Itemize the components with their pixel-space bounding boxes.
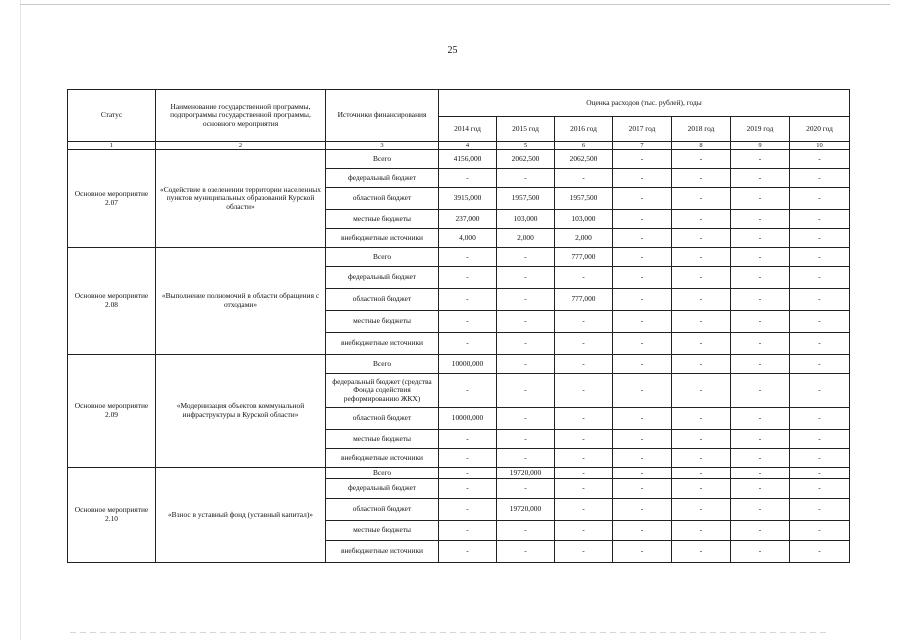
value-cell: 103,000 xyxy=(555,210,613,229)
status-cell: Основное мероприятие 2.08 xyxy=(68,248,156,355)
value-cell: 2062,500 xyxy=(497,150,555,169)
funding-source-cell: внебюджетные источники xyxy=(326,333,439,355)
value-cell: 3915,000 xyxy=(439,188,497,210)
value-cell: - xyxy=(672,468,731,479)
scan-bottom-line xyxy=(70,632,830,633)
value-cell: - xyxy=(672,521,731,541)
value-cell: - xyxy=(439,479,497,499)
value-cell: - xyxy=(555,521,613,541)
header-source: Источники финансирования xyxy=(326,90,439,142)
header-year: 2019 год xyxy=(731,117,790,142)
value-cell: - xyxy=(672,430,731,449)
value-cell: - xyxy=(555,541,613,563)
status-cell: Основное мероприятие 2.09 xyxy=(68,355,156,468)
value-cell: - xyxy=(439,248,497,267)
value-cell: - xyxy=(672,374,731,408)
value-cell: - xyxy=(439,521,497,541)
value-cell: - xyxy=(731,355,790,374)
value-cell: - xyxy=(613,449,672,468)
value-cell: - xyxy=(613,479,672,499)
column-number: 8 xyxy=(672,142,731,150)
value-cell: - xyxy=(790,408,850,430)
value-cell: - xyxy=(555,355,613,374)
column-number: 1 xyxy=(68,142,156,150)
header-name: Наименование государственной программы, подпрограммы государственной программы, основного мероприятия xyxy=(156,90,326,142)
value-cell: - xyxy=(613,541,672,563)
value-cell: - xyxy=(555,468,613,479)
funding-source-cell: внебюджетные источники xyxy=(326,541,439,563)
table-row xyxy=(68,468,850,479)
value-cell: - xyxy=(672,479,731,499)
value-cell: - xyxy=(555,169,613,188)
scan-edge xyxy=(20,0,21,640)
value-cell: - xyxy=(731,248,790,267)
value-cell: - xyxy=(672,248,731,267)
value-cell: - xyxy=(555,333,613,355)
funding-source-cell: Всего xyxy=(326,150,439,169)
value-cell: - xyxy=(731,289,790,311)
table-row xyxy=(68,355,850,374)
value-cell: 10000,000 xyxy=(439,408,497,430)
value-cell: - xyxy=(497,430,555,449)
funding-source-cell: местные бюджеты xyxy=(326,430,439,449)
funding-source-cell: областной бюджет xyxy=(326,499,439,521)
table-row xyxy=(68,248,850,267)
value-cell: - xyxy=(790,188,850,210)
value-cell: - xyxy=(790,541,850,563)
value-cell: - xyxy=(497,248,555,267)
value-cell: - xyxy=(731,408,790,430)
value-cell: - xyxy=(790,150,850,169)
value-cell: - xyxy=(497,289,555,311)
value-cell: - xyxy=(613,430,672,449)
header-row-1 xyxy=(68,90,850,117)
value-cell: - xyxy=(439,449,497,468)
value-cell: - xyxy=(497,479,555,499)
value-cell: - xyxy=(731,430,790,449)
value-cell: 103,000 xyxy=(497,210,555,229)
funding-source-cell: областной бюджет xyxy=(326,408,439,430)
header-estimate: Оценка расходов (тыс. рублей), годы xyxy=(439,90,850,117)
column-number: 9 xyxy=(731,142,790,150)
value-cell: 4156,000 xyxy=(439,150,497,169)
value-cell: - xyxy=(555,267,613,289)
value-cell: - xyxy=(672,333,731,355)
status-cell: Основное мероприятие 2.10 xyxy=(68,468,156,563)
value-cell: - xyxy=(731,449,790,468)
funding-source-cell: федеральный бюджет xyxy=(326,479,439,499)
value-cell: - xyxy=(731,210,790,229)
value-cell: - xyxy=(790,355,850,374)
value-cell: - xyxy=(439,541,497,563)
value-cell: - xyxy=(555,311,613,333)
value-cell: 237,000 xyxy=(439,210,497,229)
table-body xyxy=(68,150,850,563)
value-cell: - xyxy=(672,311,731,333)
value-cell: - xyxy=(790,521,850,541)
value-cell: 2,000 xyxy=(497,229,555,248)
value-cell: - xyxy=(497,449,555,468)
value-cell: - xyxy=(790,479,850,499)
value-cell: - xyxy=(555,499,613,521)
value-cell: - xyxy=(790,248,850,267)
funding-source-cell: внебюджетные источники xyxy=(326,449,439,468)
program-name-cell: «Взнос в уставный фонд (уставный капитал)» xyxy=(156,468,326,563)
value-cell: - xyxy=(555,430,613,449)
page-number: 25 xyxy=(447,45,458,56)
column-number: 6 xyxy=(555,142,613,150)
value-cell: - xyxy=(731,267,790,289)
value-cell: - xyxy=(613,408,672,430)
header-year: 2018 год xyxy=(672,117,731,142)
value-cell: - xyxy=(613,210,672,229)
value-cell: - xyxy=(613,248,672,267)
value-cell: - xyxy=(613,188,672,210)
value-cell: - xyxy=(731,499,790,521)
value-cell: 10000,000 xyxy=(439,355,497,374)
value-cell: - xyxy=(731,311,790,333)
value-cell: - xyxy=(497,541,555,563)
value-cell: - xyxy=(672,267,731,289)
value-cell: 1957,500 xyxy=(497,188,555,210)
column-number: 2 xyxy=(156,142,326,150)
value-cell: - xyxy=(613,333,672,355)
value-cell: 2062,500 xyxy=(555,150,613,169)
value-cell: - xyxy=(613,374,672,408)
value-cell: - xyxy=(439,468,497,479)
value-cell: - xyxy=(613,169,672,188)
value-cell: - xyxy=(613,267,672,289)
value-cell: 1957,500 xyxy=(555,188,613,210)
value-cell: - xyxy=(790,267,850,289)
value-cell: - xyxy=(672,169,731,188)
header-row-numbers xyxy=(68,142,850,150)
value-cell: - xyxy=(672,188,731,210)
funding-source-cell: Всего xyxy=(326,468,439,479)
value-cell: 777,000 xyxy=(555,248,613,267)
value-cell: 2,000 xyxy=(555,229,613,248)
value-cell: 19720,000 xyxy=(497,468,555,479)
value-cell: - xyxy=(613,289,672,311)
value-cell: - xyxy=(613,311,672,333)
column-number: 3 xyxy=(326,142,439,150)
value-cell: - xyxy=(790,333,850,355)
value-cell: - xyxy=(497,267,555,289)
value-cell: - xyxy=(672,408,731,430)
value-cell: - xyxy=(731,169,790,188)
value-cell: - xyxy=(790,430,850,449)
value-cell: - xyxy=(497,355,555,374)
value-cell: 19720,000 xyxy=(497,499,555,521)
value-cell: - xyxy=(731,468,790,479)
program-name-cell: «Содействие в озеленении территории населенных пунктов муниципальных образований Курской области» xyxy=(156,150,326,248)
header-year: 2020 год xyxy=(790,117,850,142)
program-name-cell: «Выполнение полномочий в области обращения с отходами» xyxy=(156,248,326,355)
value-cell: - xyxy=(731,541,790,563)
value-cell: - xyxy=(439,333,497,355)
value-cell: - xyxy=(439,430,497,449)
value-cell: - xyxy=(613,150,672,169)
funding-source-cell: областной бюджет xyxy=(326,188,439,210)
column-number: 5 xyxy=(497,142,555,150)
value-cell: - xyxy=(790,374,850,408)
funding-source-cell: федеральный бюджет (средства Фонда содействия реформированию ЖКХ) xyxy=(326,374,439,408)
value-cell: - xyxy=(731,188,790,210)
value-cell: - xyxy=(731,521,790,541)
value-cell: - xyxy=(790,449,850,468)
value-cell: - xyxy=(555,479,613,499)
value-cell: - xyxy=(731,229,790,248)
funding-source-cell: местные бюджеты xyxy=(326,521,439,541)
value-cell: - xyxy=(497,408,555,430)
value-cell: - xyxy=(672,499,731,521)
value-cell: - xyxy=(439,311,497,333)
value-cell: - xyxy=(790,311,850,333)
value-cell: - xyxy=(555,374,613,408)
value-cell: - xyxy=(439,267,497,289)
value-cell: - xyxy=(672,355,731,374)
status-cell: Основное мероприятие 2.07 xyxy=(68,150,156,248)
value-cell: - xyxy=(672,541,731,563)
value-cell: - xyxy=(497,333,555,355)
value-cell: - xyxy=(555,449,613,468)
header-status: Статус xyxy=(68,90,156,142)
funding-source-cell: федеральный бюджет xyxy=(326,267,439,289)
value-cell: - xyxy=(790,499,850,521)
program-name-cell: «Модернизация объектов коммунальной инфраструктуры в Курской области» xyxy=(156,355,326,468)
value-cell: - xyxy=(790,289,850,311)
column-number: 7 xyxy=(613,142,672,150)
value-cell: - xyxy=(613,355,672,374)
value-cell: - xyxy=(672,229,731,248)
value-cell: - xyxy=(497,311,555,333)
column-number: 4 xyxy=(439,142,497,150)
value-cell: - xyxy=(672,449,731,468)
value-cell: - xyxy=(613,499,672,521)
value-cell: - xyxy=(731,150,790,169)
value-cell: - xyxy=(439,374,497,408)
value-cell: - xyxy=(790,468,850,479)
value-cell: 4,000 xyxy=(439,229,497,248)
funding-source-cell: областной бюджет xyxy=(326,289,439,311)
funding-source-cell: местные бюджеты xyxy=(326,311,439,333)
value-cell: - xyxy=(439,169,497,188)
value-cell: - xyxy=(790,169,850,188)
funding-source-cell: внебюджетные источники xyxy=(326,229,439,248)
value-cell: - xyxy=(497,521,555,541)
value-cell: - xyxy=(731,333,790,355)
funding-source-cell: Всего xyxy=(326,355,439,374)
scan-top-line xyxy=(20,4,890,5)
header-year: 2017 год xyxy=(613,117,672,142)
value-cell: - xyxy=(613,521,672,541)
funding-source-cell: местные бюджеты xyxy=(326,210,439,229)
header-year: 2014 год xyxy=(439,117,497,142)
value-cell: - xyxy=(613,468,672,479)
value-cell: - xyxy=(439,289,497,311)
column-number: 10 xyxy=(790,142,850,150)
budget-table xyxy=(67,89,850,563)
value-cell: - xyxy=(672,210,731,229)
value-cell: - xyxy=(790,229,850,248)
value-cell: - xyxy=(790,210,850,229)
value-cell: - xyxy=(439,499,497,521)
value-cell: - xyxy=(731,374,790,408)
funding-source-cell: федеральный бюджет xyxy=(326,169,439,188)
value-cell: - xyxy=(731,479,790,499)
funding-source-cell: Всего xyxy=(326,248,439,267)
table-header xyxy=(68,90,850,150)
value-cell: - xyxy=(497,169,555,188)
value-cell: - xyxy=(497,374,555,408)
header-year: 2015 год xyxy=(497,117,555,142)
value-cell: - xyxy=(672,150,731,169)
header-year: 2016 год xyxy=(555,117,613,142)
value-cell: 777,000 xyxy=(555,289,613,311)
value-cell: - xyxy=(672,289,731,311)
table-row xyxy=(68,150,850,169)
value-cell: - xyxy=(555,408,613,430)
value-cell: - xyxy=(613,229,672,248)
